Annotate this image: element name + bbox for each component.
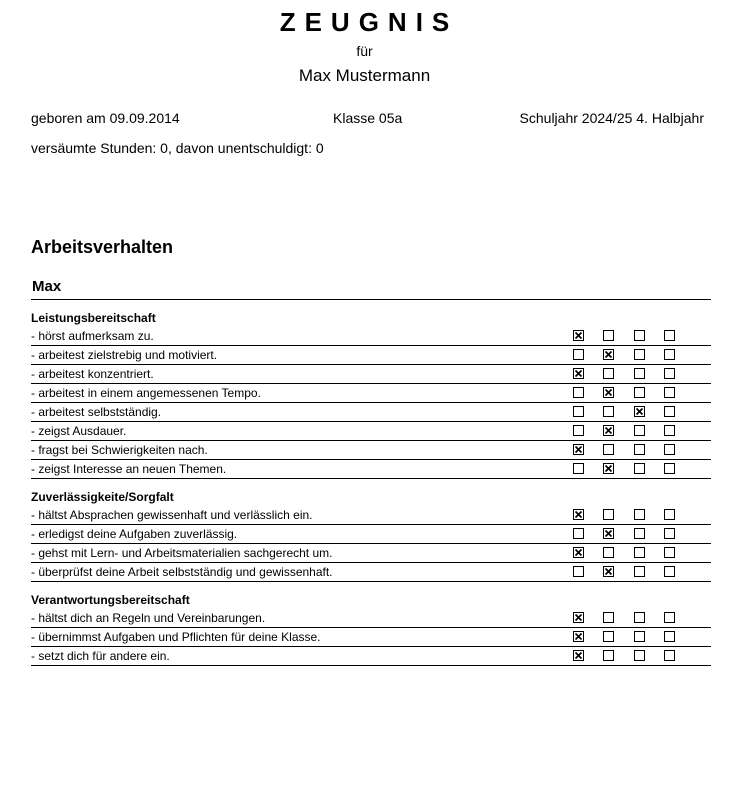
assessment-group (31, 591, 711, 666)
rating-checkboxes (573, 463, 713, 475)
assessment-row (31, 365, 711, 384)
rating-checkboxes (573, 566, 713, 578)
assessment-text: - übernimmst Aufgaben und Pflichten für deine Klasse. (31, 630, 321, 644)
checked-checkbox[interactable] (603, 566, 614, 577)
assessment-text: - hältst dich an Regeln und Vereinbarungen. (31, 611, 266, 625)
empty-checkbox[interactable] (664, 509, 675, 520)
assessment-text: - hörst aufmerksam zu. (31, 329, 154, 343)
empty-checkbox[interactable] (634, 631, 645, 642)
empty-checkbox[interactable] (664, 566, 675, 577)
checked-checkbox[interactable] (603, 463, 614, 474)
student-full-name: Max Mustermann (298, 66, 431, 85)
assessment-row (31, 609, 711, 628)
document-title: ZEUGNIS (279, 7, 459, 37)
empty-checkbox[interactable] (634, 566, 645, 577)
empty-checkbox[interactable] (603, 509, 614, 520)
empty-checkbox[interactable] (664, 631, 675, 642)
birth-date: geboren am 09.09.2014 (31, 110, 180, 126)
empty-checkbox[interactable] (573, 463, 584, 474)
checked-checkbox[interactable] (573, 509, 584, 520)
empty-checkbox[interactable] (573, 349, 584, 360)
checked-checkbox[interactable] (603, 528, 614, 539)
checked-checkbox[interactable] (573, 650, 584, 661)
empty-checkbox[interactable] (664, 387, 675, 398)
rating-checkboxes (573, 330, 713, 342)
empty-checkbox[interactable] (603, 406, 614, 417)
rating-checkboxes (573, 387, 713, 399)
empty-checkbox[interactable] (664, 444, 675, 455)
checked-checkbox[interactable] (573, 547, 584, 558)
rating-checkboxes (573, 349, 713, 361)
empty-checkbox[interactable] (634, 330, 645, 341)
empty-checkbox[interactable] (664, 547, 675, 558)
assessment-text: - gehst mit Lern- und Arbeitsmaterialien sachgerecht um. (31, 546, 333, 560)
empty-checkbox[interactable] (664, 330, 675, 341)
empty-checkbox[interactable] (634, 463, 645, 474)
empty-checkbox[interactable] (603, 547, 614, 558)
empty-checkbox[interactable] (664, 463, 675, 474)
absence-info: versäumte Stunden: 0, davon unentschuldigt: 0 (31, 140, 324, 156)
checked-checkbox[interactable] (573, 612, 584, 623)
assessment-row (31, 403, 711, 422)
empty-checkbox[interactable] (573, 528, 584, 539)
assessment-row (31, 544, 711, 563)
assessment-row (31, 346, 711, 365)
group-title: Verantwortungsbereitschaft (31, 593, 190, 607)
empty-checkbox[interactable] (634, 387, 645, 398)
empty-checkbox[interactable] (634, 444, 645, 455)
checked-checkbox[interactable] (573, 368, 584, 379)
assessment-text: - überprüfst deine Arbeit selbstständig und gewissenhaft. (31, 565, 333, 579)
empty-checkbox[interactable] (634, 528, 645, 539)
assessment-text: - hältst Absprachen gewissenhaft und verlässlich ein. (31, 508, 313, 522)
assessment-group (31, 309, 711, 479)
empty-checkbox[interactable] (634, 368, 645, 379)
student-first-name: Max (32, 278, 62, 295)
empty-checkbox[interactable] (664, 425, 675, 436)
empty-checkbox[interactable] (664, 612, 675, 623)
empty-checkbox[interactable] (664, 406, 675, 417)
empty-checkbox[interactable] (603, 631, 614, 642)
rating-checkboxes (573, 650, 713, 662)
assessment-row (31, 647, 711, 666)
empty-checkbox[interactable] (634, 509, 645, 520)
empty-checkbox[interactable] (634, 612, 645, 623)
assessment-group (31, 488, 711, 582)
for-label: für (356, 43, 373, 59)
assessment-text: - arbeitest selbstständig. (31, 405, 162, 419)
assessment-row (31, 441, 711, 460)
assessment-text: - zeigst Ausdauer. (31, 424, 127, 438)
section-heading: Arbeitsverhalten (31, 237, 174, 257)
assessment-row (31, 628, 711, 647)
assessment-row (31, 506, 711, 525)
empty-checkbox[interactable] (634, 349, 645, 360)
assessment-row (31, 422, 711, 441)
group-title: Zuverlässigkeite/Sorgfalt (31, 490, 174, 504)
rating-checkboxes (573, 368, 713, 380)
empty-checkbox[interactable] (603, 368, 614, 379)
rating-checkboxes (573, 425, 713, 437)
empty-checkbox[interactable] (573, 425, 584, 436)
checked-checkbox[interactable] (634, 406, 645, 417)
rating-checkboxes (573, 406, 713, 418)
empty-checkbox[interactable] (634, 425, 645, 436)
assessment-row (31, 327, 711, 346)
rating-checkboxes (573, 528, 713, 540)
assessment-row (31, 460, 711, 479)
empty-checkbox[interactable] (573, 387, 584, 398)
empty-checkbox[interactable] (573, 406, 584, 417)
assessment-text: - arbeitest in einem angemessenen Tempo. (31, 386, 261, 400)
assessment-text: - erledigst deine Aufgaben zuverlässig. (31, 527, 238, 541)
empty-checkbox[interactable] (603, 650, 614, 661)
empty-checkbox[interactable] (664, 368, 675, 379)
empty-checkbox[interactable] (603, 444, 614, 455)
empty-checkbox[interactable] (603, 330, 614, 341)
assessment-text: - zeigst Interesse an neuen Themen. (31, 462, 227, 476)
checked-checkbox[interactable] (603, 425, 614, 436)
checked-checkbox[interactable] (573, 330, 584, 341)
checked-checkbox[interactable] (573, 444, 584, 455)
empty-checkbox[interactable] (664, 349, 675, 360)
assessment-text: - setzt dich für andere ein. (31, 649, 170, 663)
empty-checkbox[interactable] (634, 547, 645, 558)
assessment-row (31, 525, 711, 544)
empty-checkbox[interactable] (664, 650, 675, 661)
checked-checkbox[interactable] (573, 631, 584, 642)
rating-checkboxes (573, 444, 713, 456)
empty-checkbox[interactable] (603, 612, 614, 623)
checked-checkbox[interactable] (603, 349, 614, 360)
assessment-text: - fragst bei Schwierigkeiten nach. (31, 443, 208, 457)
rating-checkboxes (573, 612, 713, 624)
group-title: Leistungsbereitschaft (31, 311, 156, 325)
school-year: Schuljahr 2024/25 4. Halbjahr (519, 110, 704, 126)
rating-checkboxes (573, 547, 713, 559)
empty-checkbox[interactable] (634, 650, 645, 661)
rating-checkboxes (573, 631, 713, 643)
assessment-text: - arbeitest zielstrebig und motiviert. (31, 348, 218, 362)
empty-checkbox[interactable] (573, 566, 584, 577)
empty-checkbox[interactable] (664, 528, 675, 539)
assessment-groups (31, 300, 711, 666)
assessment-row (31, 563, 711, 582)
assessment-text: - arbeitest konzentriert. (31, 367, 154, 381)
rating-checkboxes (573, 509, 713, 521)
assessment-row (31, 384, 711, 403)
checked-checkbox[interactable] (603, 387, 614, 398)
class-label: Klasse 05a (333, 110, 403, 126)
